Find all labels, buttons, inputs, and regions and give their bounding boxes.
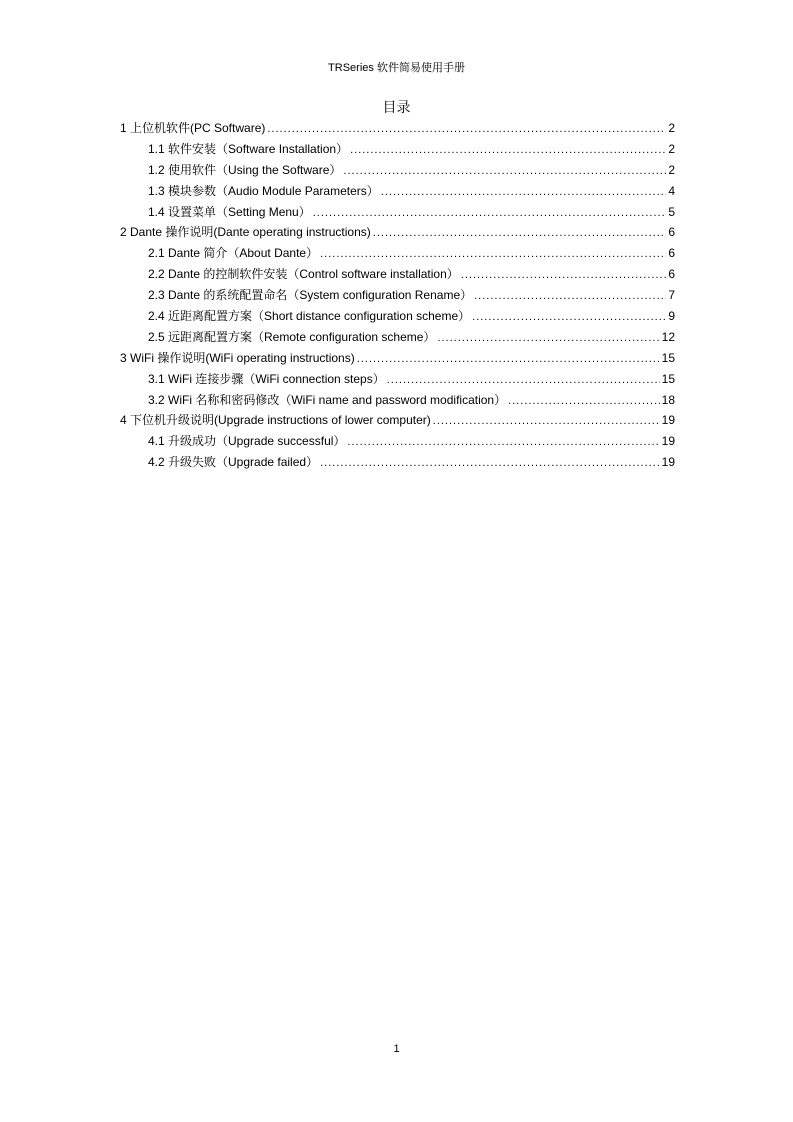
toc-entry-text: 2.2 Dante 的控制软件安装（Control software installation）	[148, 267, 459, 282]
toc-entry-text: 4.2 升级失败（Upgrade failed）	[148, 455, 319, 470]
toc-entry[interactable]	[120, 160, 675, 181]
toc-entry-page: 5	[668, 204, 675, 219]
toc-entry[interactable]	[120, 181, 675, 202]
toc-leader-dots	[433, 411, 660, 432]
toc-entry[interactable]	[120, 264, 675, 285]
toc-leader-dots	[267, 119, 666, 140]
toc-entry-text: 1 上位机软件(PC Software)	[120, 121, 266, 135]
toc-title: 目录	[382, 99, 411, 115]
toc-entry-page: 2	[668, 141, 675, 156]
toc-entry-text: 1.1 软件安装（Software Installation）	[148, 141, 349, 156]
toc-leader-dots	[474, 286, 666, 307]
toc-leader-dots	[347, 432, 659, 453]
toc-leader-dots	[343, 161, 666, 182]
toc-entry[interactable]	[120, 410, 675, 431]
toc-entry-page: 15	[661, 371, 675, 386]
toc-entry[interactable]	[120, 139, 675, 160]
toc-entry[interactable]	[120, 369, 675, 390]
toc-entry-text: 2.4 近距离配置方案（Short distance configuration scheme）	[148, 309, 471, 324]
toc-leader-dots	[350, 140, 666, 161]
toc-leader-dots	[381, 182, 667, 203]
toc-leader-dots	[461, 265, 667, 286]
toc-entry-page: 7	[668, 288, 675, 303]
toc-leader-dots	[387, 370, 660, 391]
toc-entry[interactable]	[120, 222, 675, 243]
toc-entry-text: 3.2 WiFi 名称和密码修改（WiFi name and password modification）	[148, 392, 507, 407]
toc-entry-text: 2.1 Dante 简介（About Dante）	[148, 246, 319, 261]
toc-entry-page: 6	[668, 267, 675, 282]
toc-entry-page: 19	[661, 455, 675, 470]
toc-leader-dots	[508, 391, 660, 412]
toc-entry-text: 1.2 使用软件（Using the Software）	[148, 162, 342, 177]
toc-entry-page: 2	[668, 162, 675, 177]
toc-entry-text: 4 下位机升级说明(Upgrade instructions of lower computer)	[120, 413, 431, 428]
toc-leader-dots	[437, 328, 659, 349]
toc-entry[interactable]	[120, 285, 675, 306]
toc-entry-text: 1.3 模块参数（Audio Module Parameters）	[148, 183, 379, 198]
toc-entry[interactable]	[120, 390, 675, 411]
toc-entry-page: 2	[668, 121, 675, 135]
toc-entry-text: 2.3 Dante 的系统配置命名（System configuration Rename）	[148, 288, 473, 303]
toc-entry[interactable]	[120, 452, 675, 473]
toc-entry-page: 19	[661, 434, 675, 449]
toc-entry-page: 15	[661, 350, 675, 365]
toc-entry[interactable]	[120, 348, 675, 369]
toc-entry-text: 4.1 升级成功（Upgrade successful）	[148, 434, 346, 449]
table-of-contents	[120, 118, 675, 473]
page-number: 1	[393, 1043, 400, 1055]
toc-entry-text: 3 WiFi 操作说明(WiFi operating instructions)	[120, 350, 355, 365]
toc-entry-page: 9	[668, 309, 675, 324]
toc-entry[interactable]	[120, 118, 675, 139]
toc-entry-text: 3.1 WiFi 连接步骤（WiFi connection steps）	[148, 371, 385, 386]
toc-leader-dots	[357, 349, 660, 370]
toc-entry-page: 6	[668, 225, 675, 240]
toc-entry[interactable]	[120, 202, 675, 223]
toc-entry-page: 4	[668, 183, 675, 198]
toc-leader-dots	[320, 453, 660, 474]
toc-entry-page: 12	[661, 329, 675, 344]
toc-entry-text: 2 Dante 操作说明(Dante operating instructions)	[120, 225, 371, 240]
toc-entry-text: 1.4 设置菜单（Setting Menu）	[148, 204, 311, 219]
toc-leader-dots	[313, 203, 667, 224]
page-header: TRSeries 软件简易使用手册	[328, 62, 465, 74]
toc-entry-page: 19	[661, 413, 675, 428]
toc-entry[interactable]	[120, 306, 675, 327]
toc-entry[interactable]	[120, 431, 675, 452]
toc-entry-text: 2.5 远距离配置方案（Remote configuration scheme）	[148, 329, 436, 344]
toc-leader-dots	[472, 307, 666, 328]
toc-entry-page: 6	[668, 246, 675, 261]
toc-leader-dots	[320, 244, 666, 265]
toc-entry-page: 18	[661, 392, 675, 407]
toc-entry[interactable]	[120, 327, 675, 348]
toc-entry[interactable]	[120, 243, 675, 264]
toc-leader-dots	[373, 223, 667, 244]
